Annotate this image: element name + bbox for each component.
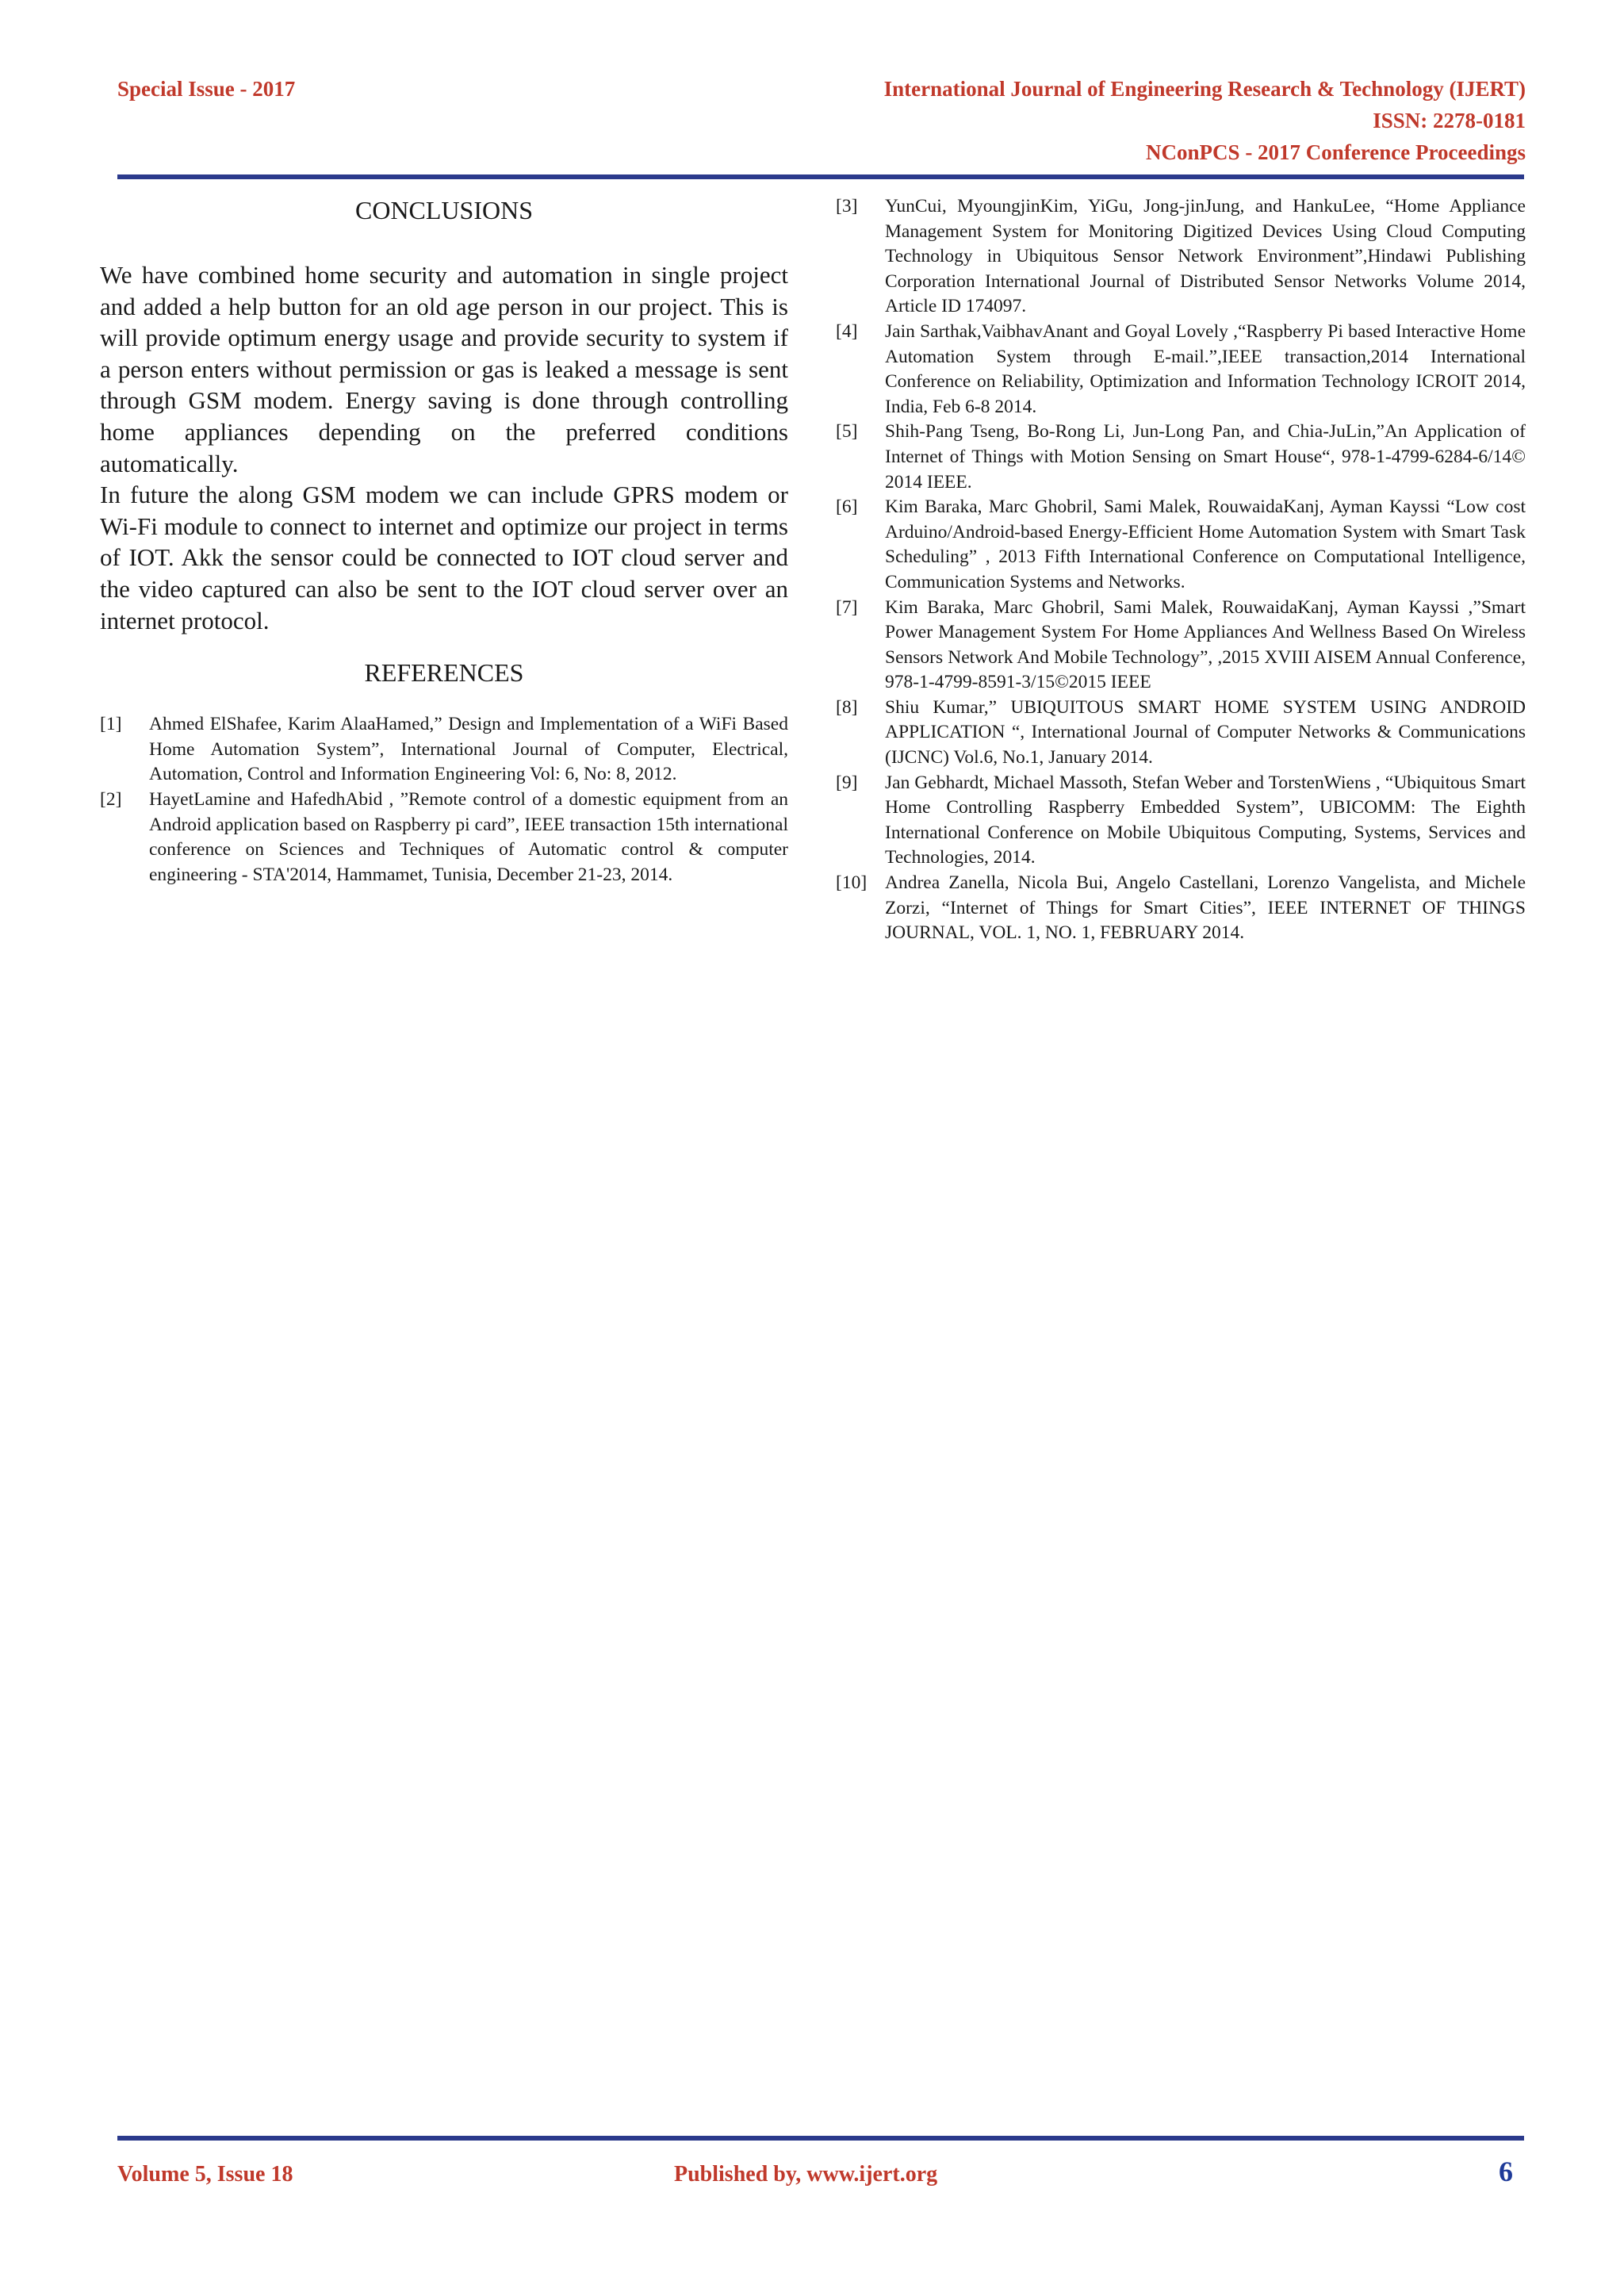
reference-text: Shiu Kumar,” UBIQUITOUS SMART HOME SYSTEM USING ANDROID APPLICATION “, International Journal of Computer Networks & Communications (IJCNC) Vol.6, No.1, January 2014. [885, 696, 1526, 769]
header-journal-title: International Journal of Engineering Research & Technology (IJERT) [883, 77, 1526, 101]
reference-item [836, 596, 1526, 696]
reference-number: [2] [100, 788, 122, 810]
header-journal-info [884, 73, 1526, 168]
reference-number: [10] [836, 872, 868, 894]
reference-item [836, 771, 1526, 871]
reference-number: [9] [836, 772, 858, 793]
reference-item [100, 788, 788, 887]
reference-number: [4] [836, 320, 858, 342]
reference-text: Kim Baraka, Marc Ghobril, Sami Malek, RouwaidaKanj, Ayman Kayssi ,”Smart Power Management System For Home Appliances And Wellness Based On Wireless Sensors Network And Mobile Technology”, ,2015 XVIII AISEM Annual Conference, 978-1-4799-8591-3/15©2015 IEEE [885, 596, 1526, 693]
conclusions-paragraph: We have combined home security and automation in single project and added a help button for an old age person in our project. This is will provide optimum energy usage and provide security to system if a person enters without permission or gas is leaked a message is sent through GSM modem. Energy saving is done through controlling home appliances depending on the preferred conditions automatically. [100, 261, 788, 477]
conclusions-heading: CONCLUSIONS [354, 196, 534, 224]
reference-item [836, 696, 1526, 771]
reference-text: Shih-Pang Tseng, Bo-Rong Li, Jun-Long Pan, and Chia-JuLin,”An Application of Internet of Things with Motion Sensing on Smart House“, 978-1-4799-6284-6/14© 2014 IEEE. [885, 421, 1526, 493]
header-special-issue: Special Issue - 2017 [117, 77, 296, 101]
footer-volume: Volume 5, Issue 18 [117, 2162, 293, 2187]
header-rule [117, 174, 1524, 179]
reference-number: [1] [100, 714, 122, 735]
reference-number: [3] [836, 196, 858, 217]
footer-publisher: Published by, www.ijert.org [674, 2162, 938, 2187]
reference-text: Jain Sarthak,VaibhavAnant and Goyal Lovely ,“Raspberry Pi based Interactive Home Automation System through E-mail.”,IEEE transaction,2014 International Conference on Reliability, Optimization and Information Technology ICROIT 2014, India, Feb 6-8 2014. [885, 320, 1526, 417]
footer-rule [117, 2136, 1524, 2141]
conclusions-paragraph-future: In future the along GSM modem we can include GPRS modem or Wi-Fi module to connect to internet and optimize our project in terms of IOT. Akk the sensor could be connected to IOT cloud server and the video captured can also be sent to the IOT cloud server over an internet protocol. [100, 481, 788, 634]
page-number: 6 [1499, 2156, 1513, 2187]
reference-item [100, 712, 788, 788]
reference-text: HayetLamine and HafedhAbid , ”Remote control of a domestic equipment from an Android application based on Raspberry pi card”, IEEE transaction 15th international conference on Sciences and Techniques of Automatic control & computer engineering - STA'2014, Hammamet, Tunisia, December 21-23, 2014. [149, 788, 788, 885]
reference-text: YunCui, MyoungjinKim, YiGu, Jong-jinJung, and HankuLee, “Home Appliance Management System for Monitoring Digitized Devices Using Cloud Computing Technology in Ubiquitous Sensor Network Environment”,Hindawi Publishing Corporation International Journal of Distributed Sensor Networks Volume 2014, Article ID 174097. [885, 196, 1526, 317]
references-heading: REFERENCES [364, 658, 524, 688]
reference-item [836, 320, 1526, 420]
reference-item [836, 495, 1526, 595]
reference-number: [5] [836, 421, 858, 443]
header-conference: NConPCS - 2017 Conference Proceedings [1146, 140, 1526, 164]
reference-text: Kim Baraka, Marc Ghobril, Sami Malek, RouwaidaKanj, Ayman Kayssi “Low cost Arduino/Android-based Energy-Efficient Home Automation System with Smart Task Scheduling” , 2013 Fifth International Conference on Computational Intelligence, Communication Systems and Networks. [885, 496, 1526, 592]
reference-number: [7] [836, 596, 858, 618]
reference-item [836, 420, 1526, 495]
reference-text: Jan Gebhardt, Michael Massoth, Stefan Weber and TorstenWiens , “Ubiquitous Smart Home Controlling Raspberry Embedded System”, UBICOMM: The Eighth International Conference on Mobile Ubiquitous Computing, Systems, Services and Technologies, 2014. [885, 772, 1526, 868]
left-column [100, 194, 788, 887]
reference-number: [8] [836, 696, 858, 718]
right-column [836, 194, 1526, 946]
reference-item [836, 194, 1526, 320]
reference-item [836, 871, 1526, 946]
reference-number: [6] [836, 496, 858, 518]
header-issn: ISSN: 2278-0181 [1373, 109, 1526, 132]
reference-text: Andrea Zanella, Nicola Bui, Angelo Castellani, Lorenzo Vangelista, and Michele Zorzi, “Internet of Things for Smart Cities”, IEEE INTERNET OF THINGS JOURNAL, VOL. 1, NO. 1, FEBRUARY 2014. [885, 872, 1526, 944]
reference-text: Ahmed ElShafee, Karim AlaaHamed,” Design and Implementation of a WiFi Based Home Automation System”, International Journal of Computer, Electrical, Automation, Control and Information Engineering Vol: 6, No: 8, 2012. [149, 714, 788, 785]
